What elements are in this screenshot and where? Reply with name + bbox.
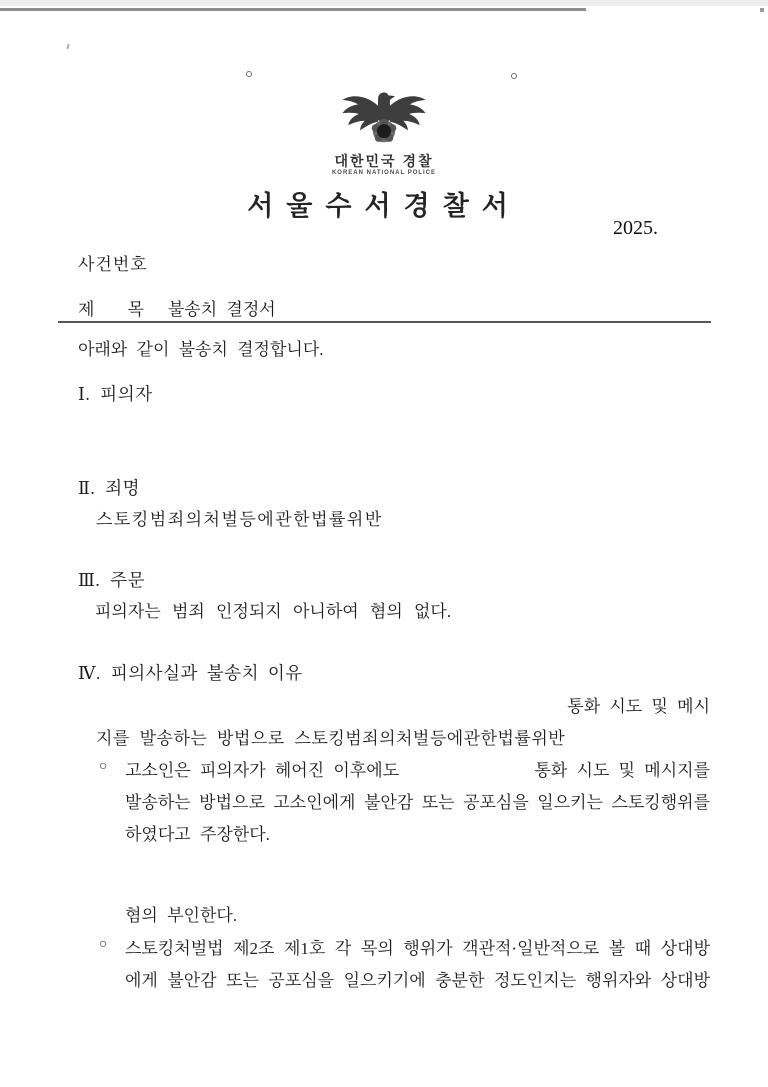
section-1-number: Ⅰ. xyxy=(78,384,91,404)
fact-fragment-continued: 지를 발송하는 방법으로 스토킹범죄의처벌등에관한법률위반 xyxy=(96,729,566,748)
doc-title-label-je: 제 xyxy=(78,300,95,319)
section-3-title: 주문 xyxy=(110,570,146,590)
bullet1-line1 xyxy=(125,756,710,781)
emblem-org-name-en: KOREAN NATIONAL POLICE xyxy=(331,170,437,176)
section-4-title: 피의사실과 불송치 이유 xyxy=(110,663,303,683)
section-1-heading xyxy=(78,381,153,406)
scan-artifact-ring xyxy=(511,73,517,79)
fact-fragment-right: 통화 시도 및 메시 xyxy=(567,697,710,716)
bullet2-line1: 스토킹처벌법 제2조 제1호 각 목의 행위가 객관적·일반적으로 볼 때 상대방 xyxy=(125,939,710,958)
police-emblem xyxy=(0,88,768,176)
doc-title-row xyxy=(78,295,276,320)
bullet1-line1-right: 통화 시도 및 메시지를 xyxy=(534,761,710,780)
section-4-heading xyxy=(78,660,303,685)
bullet-marker: ○ xyxy=(99,759,108,774)
scan-artifact-band xyxy=(0,0,768,6)
case-number-label: 사건번호 xyxy=(78,255,148,274)
decision-order-line: 피의자는 범죄 인정되지 아니하여 혐의 없다. xyxy=(95,602,452,621)
scan-artifact-dot xyxy=(760,8,764,12)
bullet1-line2: 발송하는 방법으로 고소인에게 불안감 또는 공포심을 일으키는 스토킹행위를 xyxy=(125,793,710,812)
scan-artifact-ring xyxy=(246,71,252,77)
document-year: 2025. xyxy=(613,217,658,239)
police-eagle-icon xyxy=(339,88,429,146)
bullet1-line1-left: 고소인은 피의자가 헤어진 이후에도 xyxy=(125,761,400,780)
divider-rule xyxy=(58,321,711,323)
intro-line: 아래와 같이 불송치 결정합니다. xyxy=(78,340,324,359)
doc-title-label-mok: 목 xyxy=(127,300,144,319)
bullet1-line3: 하였다고 주장한다. xyxy=(125,825,270,844)
station-title: 서울수서경찰서 xyxy=(247,191,521,221)
bullet-marker: ○ xyxy=(99,937,108,952)
doc-title-value: 불송치 결정서 xyxy=(167,300,276,319)
bullet2-line2: 에게 불안감 또는 공포심을 일으키기에 충분한 정도인지는 행위자와 상대방 xyxy=(125,971,710,990)
denial-line: 혐의 부인한다. xyxy=(125,906,238,925)
section-2-heading xyxy=(78,475,140,500)
offense-name: 스토킹범죄의처벌등에관한법률위반 xyxy=(96,510,383,529)
section-3-number: Ⅲ. xyxy=(78,570,101,590)
section-2-number: Ⅱ. xyxy=(78,478,96,498)
section-1-title: 피의자 xyxy=(100,384,153,404)
mugunghwa-flower-icon xyxy=(372,119,397,142)
section-4-number: Ⅳ. xyxy=(78,663,101,683)
emblem-org-name-ko: 대한민국 경찰 xyxy=(334,153,434,169)
section-3-heading xyxy=(78,567,145,592)
scan-artifact-line xyxy=(0,8,586,11)
scan-artifact-speck xyxy=(66,44,69,49)
section-2-title: 죄명 xyxy=(105,478,141,498)
